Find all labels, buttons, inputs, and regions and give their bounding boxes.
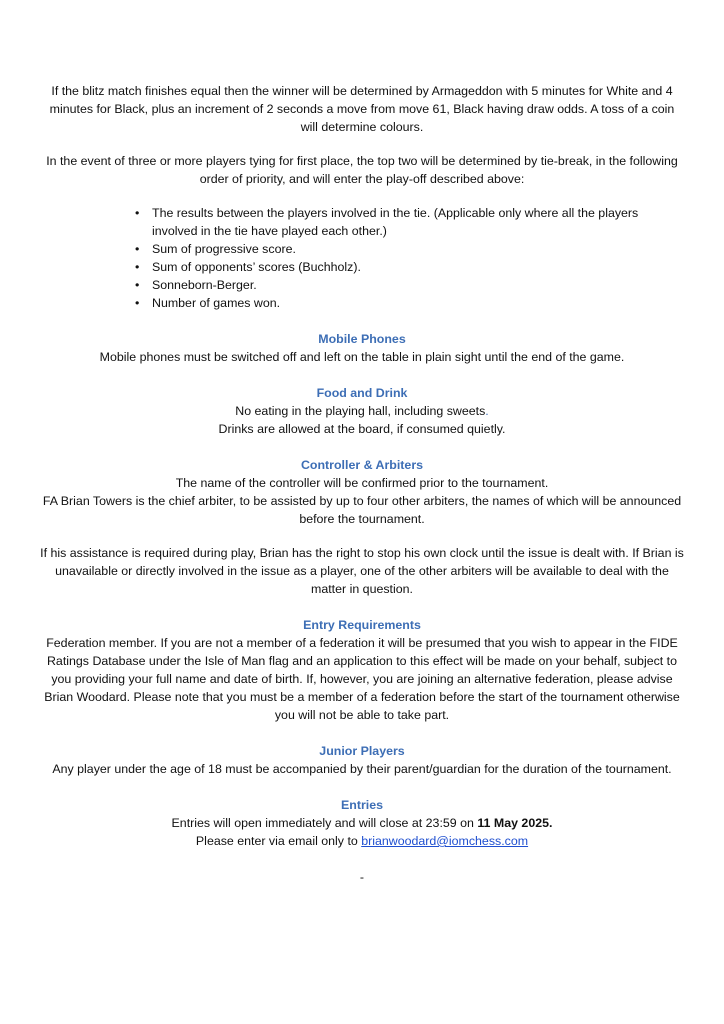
mobile-phones-heading: Mobile Phones: [318, 332, 406, 346]
food-drink-line-1-text: No eating in the playing hall, including sweets: [235, 404, 486, 418]
entries-line-2-text: Please enter via email only to: [195, 834, 362, 848]
entries-heading: Entries: [340, 798, 383, 812]
junior-players-heading: Junior Players: [319, 744, 405, 758]
food-drink-heading: Food and Drink: [316, 386, 408, 400]
tie-paragraph: In the event of three or more players tying for first place, the top two will be determined by tie-break, in the following order of priority, and will enter the play-off described above:: [46, 154, 678, 186]
food-drink-line-2: Drinks are allowed at the board, if consumed quietly.: [218, 422, 506, 436]
junior-players-text: Any player under the age of 18 must be accompanied by their parent/guardian for the duration of the tournament.: [52, 762, 672, 776]
food-drink-line-1-dot: .: [485, 404, 489, 418]
entry-email-link[interactable]: brianwoodard@iomchess.com: [361, 834, 529, 848]
entries-line-1: [40, 814, 684, 832]
tiebreak-item: • Sum of progressive score.: [152, 240, 684, 258]
tiebreak-list: [40, 204, 684, 312]
entry-requirements-text: Federation member. If you are not a member of a federation it will be presumed that you wish to appear in the FIDE Ratings Database under the Isle of Man flag and an application to this effect will be made on your behalf, subject to you providing your full name and date of birth. If, however, you are joining an alternative federation, please advise Brian Woodard. Please note that you must be a member of a federation before the start of the tournament otherwise you will not be able to take part.: [44, 636, 680, 722]
tiebreak-item: • Sum of opponents’ scores (Buchholz).: [152, 258, 684, 276]
document-page: [40, 82, 684, 886]
entries-line-2: [40, 832, 684, 850]
tiebreak-item: • The results between the players involved in the tie. (Applicable only where all the players involved in the tie have played each other.): [152, 204, 684, 240]
controller-line-3: If his assistance is required during play, Brian has the right to stop his own clock until the issue is dealt with. If Brian is unavailable or directly involved in the issue as a player, one of the other arbiters will be available to deal with the matter in question.: [40, 546, 684, 596]
food-drink-line-1: [40, 402, 684, 420]
controller-line-2: FA Brian Towers is the chief arbiter, to be assisted by up to four other arbiters, the names of which will be announced before the tournament.: [42, 494, 682, 526]
entry-requirements-heading: Entry Requirements: [303, 618, 421, 632]
footer-dash: -: [359, 870, 365, 884]
entries-line-1-text: Entries will open immediately and will close at 23:59 on: [171, 816, 478, 830]
tiebreak-item: • Number of games won.: [152, 294, 684, 312]
tiebreak-item: • Sonneborn-Berger.: [152, 276, 684, 294]
controller-arbiters-heading: Controller & Arbiters: [300, 458, 424, 472]
mobile-phones-text: Mobile phones must be switched off and left on the table in plain sight until the end of the game.: [99, 350, 625, 364]
armageddon-paragraph: If the blitz match finishes equal then the winner will be determined by Armageddon with 5 minutes for White and 4 minutes for Black, plus an increment of 2 seconds a move from move 61, Black having draw odds. A toss of a coin will determine colours.: [49, 84, 675, 134]
controller-line-1: The name of the controller will be confirmed prior to the tournament.: [175, 476, 549, 490]
entries-close-date: 11 May 2025.: [477, 816, 553, 830]
